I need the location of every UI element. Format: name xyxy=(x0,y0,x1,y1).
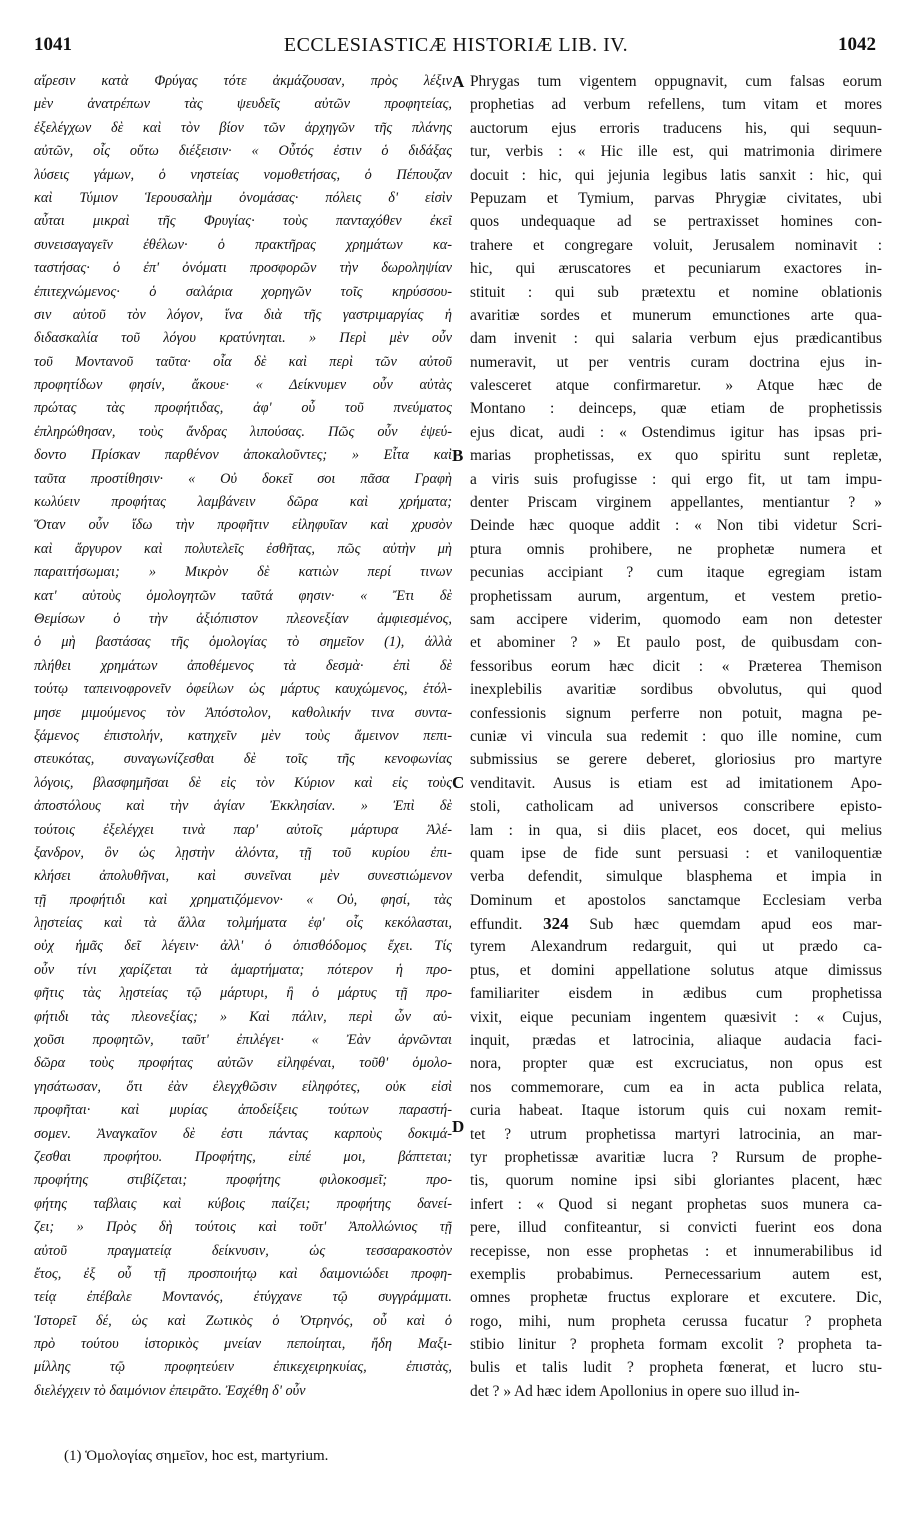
latin-line: lam : in qua, si diis placet, eos docet, qui melius xyxy=(470,821,882,839)
latin-line: numeravit, ut per ventris curam doctrina ejus in- xyxy=(470,353,882,371)
greek-line: ἐπιτεχνώμενος· ὁ σαλάρια χορηγῶν τοῖς κηρύσσου- xyxy=(34,283,452,300)
greek-line: ταῦτα προστίθησιν· « Οὐ δοκεῖ σοι πᾶσα Γραφὴ xyxy=(34,470,452,487)
latin-line: cuniæ vi vincula sua redemit : quo ille nomine, cum xyxy=(470,727,882,745)
greek-line: φήτιδι τὰς πλεονεξίας; » Καὶ πάλιν, περὶ ὧν αὐ- xyxy=(34,1008,452,1025)
greek-line: τοῦ Μοντανοῦ ταῦτα· οἷα δὲ καὶ περὶ τῶν αὐτοῦ xyxy=(34,353,452,370)
greek-line: Θεμίσων ὁ τὴν ἀξιόπιστον πλεονεξίαν ἀμφιεσμένος, xyxy=(34,610,452,627)
latin-line: rogo, mihi, num propheta cerussa fucatur ? propheta xyxy=(470,1312,882,1330)
greek-line: συνεισαγαγεῖν ἐθέλων· ὁ πρακτῆρας χρημάτων κα- xyxy=(34,236,452,253)
running-title: ECCLESIASTICÆ HISTORIÆ LIB. IV. xyxy=(283,34,629,56)
latin-line: bulis et talis ludit ? propheta fœnerat, et lucro stu- xyxy=(470,1359,882,1377)
latin-line: tyrem Alexandrum redarguit, qui ut prædo ca- xyxy=(470,938,882,956)
margin-letter-a: A xyxy=(452,72,465,91)
greek-line: ζεσθαι προφήτου. Προφήτης, εἰπέ μοι, βάπτεται; xyxy=(34,1148,452,1165)
latin-line: et abominer ? » Et paulo post, de quibusdam con- xyxy=(470,634,882,652)
latin-line: sam accipere viderim, quomodo eam non detester xyxy=(470,610,882,628)
greek-line: χοῦσι προφητῶν, ταῦτ' ἐπιλέγει· « Ἐὰν ἀρνῶνται xyxy=(34,1032,452,1049)
latin-line: marias prophetissas, ex quo spiritu sunt repletæ, xyxy=(470,447,882,465)
latin-line: docuit : hic, qui jejunia legibus latis sanxit : hic, qui xyxy=(470,166,882,184)
greek-line: μίλλης τῷ προφητεύειν ἐπικεχειρηκυίας, ἐπιστὰς, xyxy=(34,1359,452,1376)
latin-line: stibio linitur ? propheta formam excolit ? propheta ta- xyxy=(470,1336,882,1354)
latin-line: Pepuzam et Tymium, parvas Phrygiæ civitates, ubi xyxy=(470,189,882,207)
greek-line: ἔτος, ἐξ οὗ τῇ προσποιήτῳ καὶ δαιμονιώδει προφη- xyxy=(34,1265,452,1282)
latin-line: confessionis signum perferre non potuit, magna pe- xyxy=(470,704,882,722)
latin-text-column xyxy=(470,70,882,1403)
running-header xyxy=(28,30,884,66)
greek-line: ἐξελέγχων δὲ καὶ τὸν βίον τῶν ἀρχηγῶν τῆς πλάνης xyxy=(34,119,452,136)
latin-line: dam invenit : qui salaria verbum ejus prædicantibus xyxy=(470,330,882,348)
latin-line: quos undequaque ad se pertraxisset homines con- xyxy=(470,213,882,231)
latin-line: tur, verbis : « Hic ille est, qui matrimonia dirimere xyxy=(470,143,882,161)
greek-line: διδασκαλία τοῦ λόγου κρατύνηται. » Περὶ μὲν οὖν xyxy=(34,330,452,347)
greek-line: διελέγχειν τὸ δαιμόνιον ἐπειρᾶτο. Ἐσχέθη δ' οὖν xyxy=(34,1382,306,1399)
greek-line: φήτης ταβλαις καὶ κύβοις παίζει; προφήτης δανεί- xyxy=(34,1195,452,1212)
greek-line: σιν αὐτοῦ τὸν λόγον, ἵνα διὰ τῆς γαστριμαργίας ἡ xyxy=(34,306,452,323)
latin-line-text: effundit. xyxy=(470,916,523,934)
latin-line: trahere et congregare voluit, Jerusalem nominavit : xyxy=(470,236,882,254)
latin-line: inexplebilis avaritiæ sordibus obvolutus, qui quod xyxy=(470,681,882,699)
latin-line: Deinde hæc quoque addit : « Non tibi videtur Scri- xyxy=(470,517,882,535)
latin-line: exemplis probabimus. Pernecessarium autem est, xyxy=(470,1265,882,1283)
greek-line: Ἱστορεῖ δέ, ὡς καὶ Ζωτικὸς ὁ Ὀτρηνός, οὗ καὶ ὁ xyxy=(34,1312,452,1329)
greek-line: αἵρεσιν κατὰ Φρύγας τότε ἀκμάζουσαν, πρὸς λέξιν xyxy=(34,73,452,89)
latin-line: Phrygas tum vigentem oppugnavit, cum falsas eorum xyxy=(470,73,882,90)
greek-line: προφῆται· καὶ μυρίας ἀποδείξεις τούτων παραστή- xyxy=(34,1102,452,1119)
latin-line: curia habeat. Itaque istorum quis cui noxam remit- xyxy=(470,1102,882,1120)
greek-line: λῃστείας καὶ τὰ ἄλλα τολμήματα ἐφ' οἷς κεκόλασται, xyxy=(34,915,452,932)
latin-line: tyr prophetissæ avaritiæ lucra ? Rursum de prophe- xyxy=(470,1148,882,1166)
latin-line: inquit, prædas et latrocinia, aliaque audacia faci- xyxy=(470,1032,882,1050)
footnote: (1) Ὁμολογίας σημεῖον, hoc est, martyrium. xyxy=(64,1448,329,1464)
greek-line: λύσεις γάμων, ὁ νηστείας νομοθετήσας, ὁ Πέπουζαν xyxy=(34,166,452,183)
greek-line: ζει; » Πρὸς δὴ τούτοις καὶ τοῦτ' Ἀπολλώνιος τῇ xyxy=(34,1219,452,1236)
greek-line: προφήτης στιβίζεται; προφήτης φιλοκοσμεῖ; προ- xyxy=(34,1172,452,1189)
latin-line: pecunias accipiant ? cum itaque egregiam istam xyxy=(470,564,882,582)
greek-line: ἐπληρώθησαν, τοὺς ἄνδρας λιπούσας. Πῶς οὖν ἐψεύ- xyxy=(34,423,452,440)
latin-line: tet ? utrum prophetissa martyri latrocinia, an mar- xyxy=(470,1125,882,1143)
greek-line: δοντο Πρίσκαν παρθένον ἀποκαλοῦντες; » Εἶτα καὶ xyxy=(34,447,452,464)
latin-line: submissius se gerere deberet, gloriosius pro martyre xyxy=(470,751,882,769)
greek-line: μησε μιμούμενος τὸν Ἀπόστολον, καθολικήν τινα συντα- xyxy=(34,704,452,721)
latin-line: fessoribus eorum hæc dicit : « Præterea Themison xyxy=(470,657,882,675)
latin-line: ejus dicat, audi : « Ostendimus igitur has ipsas pri- xyxy=(470,423,882,441)
latin-line: prophetissam aurum, argentum, et vestem pretio- xyxy=(470,587,882,605)
latin-line: omnes prophetæ fructus explorare et excutere. Dic, xyxy=(470,1289,882,1307)
greek-line: φῆτις τὰς λῃστείας τῷ μάρτυρι, ἢ ὁ μάρτυς τῇ προ- xyxy=(34,985,452,1002)
latin-line: recepisse, non esse prophetas : et innumerabilibus id xyxy=(470,1242,882,1260)
greek-line: ξάμενος ἐπιστολήν, κατηχεῖν μὲν τοὺς ἄμεινον πεπι- xyxy=(34,727,452,744)
latin-line: verba defendit, simulque blasphema et impia in xyxy=(470,868,882,886)
greek-line: τείᾳ ἐπέβαλε Μοντανός, ἐτύγχανε τῷ συγγράμματι. xyxy=(34,1289,452,1306)
greek-line: γησάτωσαν, ὅτι ἐὰν ἐλεγχθῶσιν εἰληφότες, οὐκ εἰσὶ xyxy=(34,1078,452,1095)
latin-line: det ? » Ad hæc idem Apollonius in opere suo illud in- xyxy=(470,1382,800,1400)
latin-line: quam ipse de fide sunt persuasi : et vaniloquentiæ xyxy=(470,844,882,862)
greek-line: ξανδρον, ὃν ὡς λῃστὴν ἁλόντα, τῇ τοῦ κυρίου ἐπι- xyxy=(34,844,452,861)
latin-line: familiariter eisdem in ædibus cum prophetissa xyxy=(470,985,882,1003)
greek-line: κατ' αὐτοὺς ὁμολογητῶν ταῦτά φησιν· « Ἔτι δὲ xyxy=(34,587,452,604)
latin-line: vixit, eique pecuniam ingentem quæsivit : « Cujus, xyxy=(470,1008,882,1026)
greek-line: ὁ μὴ βαστάσας τῆς ὁμολογίας τὸ σημεῖον (1), ἀλλὰ xyxy=(34,634,452,651)
latin-line-text: Sub hæc quemdam apud eos mar- xyxy=(589,916,882,934)
greek-line: παραιτήσωμαι; » Μικρὸν δὲ κατιὼν περί τινων xyxy=(34,564,452,581)
greek-line: μὲν ἀνατρέπων τὰς ψευδεῖς αὐτῶν προφητείας, xyxy=(34,96,452,113)
page-number-left: 1041 xyxy=(34,34,72,55)
greek-line: τῇ προφήτιδι καὶ χρηματιζόμενον· « Οὐ, φησί, τὰς xyxy=(34,891,452,908)
greek-line: αὗται μικραὶ τῆς Φρυγίας· τοὺς πανταχόθεν ἐκεῖ xyxy=(34,213,452,230)
latin-line: stoli, catholicam ad universos conscribere episto- xyxy=(470,798,882,816)
greek-line: στευκότας, συναγωνίζεσθαι δὲ τοῖς τῆς κενοφωνίας xyxy=(34,751,452,768)
latin-line: nora, propter quæ est excruciatus, non opus est xyxy=(470,1055,882,1073)
latin-line: pere, illud confiteantur, si convicti fuerint eos dona xyxy=(470,1219,882,1237)
greek-line: αὐτοῦ πραγματείᾳ δείκνυσιν, ὡς τεσσαρακοστὸν xyxy=(34,1242,452,1259)
margin-letter-c: C xyxy=(452,773,465,792)
latin-line: auctorum ejus erroris traducens his, qui sequun- xyxy=(470,119,882,137)
latin-line: avaritiæ sordes et munerum emunctiones arte qua- xyxy=(470,306,882,324)
latin-line: stituit : qui sub prætextu et nomine oblationis xyxy=(470,283,882,301)
greek-line: κωλύειν προφήτας λαμβάνειν δῶρα καὶ χρήματα; xyxy=(34,494,452,511)
greek-line: οὐχ ἡμᾶς δεῖ λέγειν· ἀλλ' ὁ ὀπισθόδομος ἔχει. Τίς xyxy=(34,938,452,955)
latin-line: Dominum et apostolos sanctamque Ecclesiam verba xyxy=(470,891,882,909)
greek-line: οὖν τίνι χαρίζεται τὰ ἁμαρτήματα; πότερον ἡ προ- xyxy=(34,961,452,978)
latin-line: hic, qui æruscatores et pecuniarum exactores in- xyxy=(470,260,882,278)
latin-line: valesceret atque confirmaretur. » Atque hæc de xyxy=(470,377,882,395)
greek-line: πρώτας τὰς προφήτιδας, ἀφ' οὗ τοῦ πνεύματος xyxy=(34,400,452,417)
greek-line: λόγοις, βλασφημῆσαι δὲ εἰς τὸν Κύριον καὶ εἰς τοὺς xyxy=(34,774,452,791)
greek-line: αὐτῶν, οἷς οὕτω διέξεισιν· « Οὗτός ἐστιν ὁ διδάξας xyxy=(34,143,452,160)
latin-line: ptus, et domini appellatione solutus atque dimissus xyxy=(470,961,882,979)
greek-line: τούτῳ ταπεινοφρονεῖν ὀφείλων ὡς μάρτυς καυχώμενος, ἐτόλ- xyxy=(34,681,452,698)
greek-line: τούτοις ἐξελέγχει τινὰ παρ' αὐτοῖς μάρτυρα Ἀλέ- xyxy=(34,821,452,838)
greek-line: κλήσει ἀπολυθῆναι, καὶ συνεῖναι μὲν συνεστιώμενον xyxy=(34,868,452,885)
greek-line: καὶ Τύμιον Ἱερουσαλὴμ ὀνομάσας· πόλεις δ' εἰσὶν xyxy=(34,189,452,206)
latin-line: denter Priscam virginem appellantes, mentiantur ? » xyxy=(470,494,882,512)
greek-line: ἀποστόλους καὶ τὴν ἁγίαν Ἐκκλησίαν. » Ἐπὶ δὲ xyxy=(34,798,452,815)
latin-line: prophetias ad verbum refellens, tum vitam et mores xyxy=(470,96,882,114)
latin-line: venditavit. Ausus is etiam est ad imitationem Apo- xyxy=(470,774,882,792)
latin-line: tis, quorum nomine ipsi sibi gloriantes placent, hæc xyxy=(470,1172,882,1190)
greek-text-column xyxy=(34,70,452,1403)
greek-line: πλήθει χρημάτων ἀποθέμενος τὰ δεσμὰ· ἐπὶ δὲ xyxy=(34,657,452,674)
greek-line: ταστήσας· ὁ ἐπ' ὀνόματι προσφορῶν τὴν δωροληψίαν xyxy=(34,260,452,277)
greek-line: Ὅταν οὖν ἴδω τὴν προφῆτιν εἰληφυῖαν καὶ χρυσὸν xyxy=(34,517,452,534)
greek-line: σομεν. Ἀναγκαῖον δὲ ἐστι πάντας καρποὺς δοκιμά- xyxy=(34,1125,452,1142)
latin-line xyxy=(470,912,882,935)
latin-line: infert : « Quod si negant prophetas suos munera ca- xyxy=(470,1195,882,1213)
greek-line: καὶ ἄργυρον καὶ πολυτελεῖς ἐσθῆτας, πῶς αὐτὴν μὴ xyxy=(34,540,452,557)
page-number-right: 1042 xyxy=(838,34,876,55)
latin-line: Montano : deinceps, quæ etiam de prophetissis xyxy=(470,400,882,418)
greek-line: δῶρα τοὺς προφήτας αὐτῶν εἰληφέναι, τοῦθ' ὁμολο- xyxy=(34,1055,452,1072)
latin-line: ptura omnis prohibere, ne prophetæ numera et xyxy=(470,540,882,558)
greek-line: πρὸ τούτου ἱστορικὸς μνείαν πεποίηται, ἤδη Μαξι- xyxy=(34,1336,452,1353)
section-number: 324 xyxy=(543,914,569,934)
latin-line: a viris suis profugisse : qui ergo fit, ut tam impu- xyxy=(470,470,882,488)
greek-line: προφητίδων φησίν, ἄκουε· « Δείκνυμεν οὖν αὐτὰς xyxy=(34,377,452,394)
latin-line: nos commemorare, cum ea in acta publica relata, xyxy=(470,1078,882,1096)
margin-letter-b: B xyxy=(452,446,464,465)
margin-letter-d: D xyxy=(452,1117,465,1136)
